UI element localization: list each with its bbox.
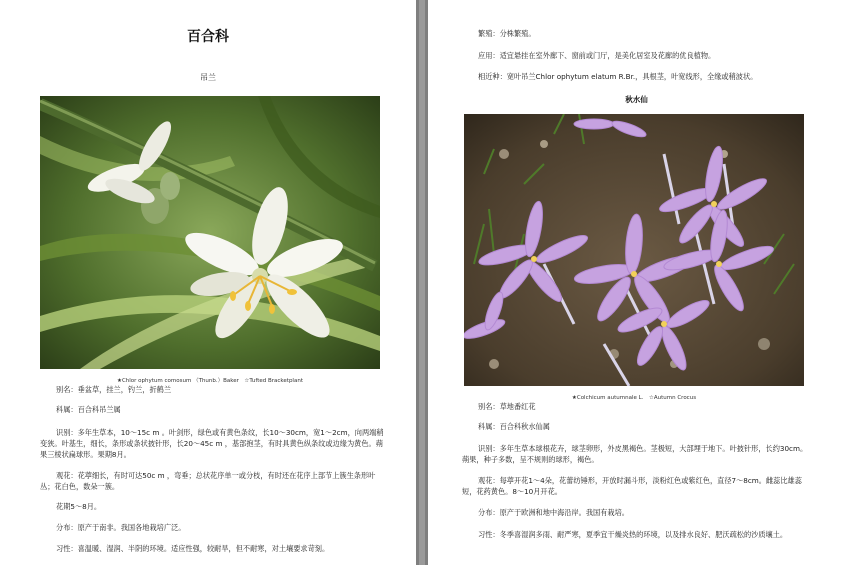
document-page-right xyxy=(428,0,845,565)
para-habit: 习性：喜温暖、湿润、半阴的环境。适应性强，较耐旱，但不耐寒，对土壤要求苛刻。 xyxy=(56,544,330,553)
section-title-colchicum: 秋水仙 xyxy=(625,95,648,104)
page-divider-scrollbar[interactable] xyxy=(419,0,425,565)
photo-caption-colchicum: ★Colchicum autumnale L. ☆Autumn Crocus xyxy=(571,395,697,401)
para-distribution: 分布：原产于南非。我国各地栽培广泛。 xyxy=(56,523,186,532)
para-propagation: 繁殖：分株繁殖。 xyxy=(478,29,536,38)
para-flowering: 观花：每葶开花1～4朵，花蕾纺锤形，开放时漏斗形，淡粉红色或紫红色，直径7～8cm。雌蕊比雄蕊短，花药黄色。8～10月开花。 xyxy=(462,476,802,496)
para-related-species: 相近种：宽叶吊兰Chlor ophytum elatum R.Br.，具根茎，叶宽线形，全缘或稍波状。 xyxy=(478,72,758,81)
para-flower-period: 花期5～8月。 xyxy=(56,502,102,511)
para-alias: 别名：草地番红花 xyxy=(478,402,536,411)
para-identify: 识别：多年生草本，10～15c m 。叶剑形，绿色或有黄色条纹，长10～30cm，宽1～2cm，向两端稍变狭。叶基生，细长，条形或条状披针形，长20～45c m ，基部抱茎，有时具黄色纵条纹或边缘为黄色。蒴果三棱状扁球形。果期8月。 xyxy=(40,428,384,459)
page-title: 百合科 xyxy=(187,29,229,45)
para-application: 应用：适宜悬挂在室外廊下、窗前或门厅，是美化居室及花廊的优良植物。 xyxy=(478,51,716,60)
para-distribution: 分布：原产于欧洲和地中海沿岸。我国有栽培。 xyxy=(478,508,629,517)
para-alias: 别名：垂盆草，挂兰，钓兰，折鹤兰 xyxy=(56,385,172,394)
para-habit: 习性：冬季喜湿润多雨、耐严寒，夏季宜干燥炎热的环境，以及排水良好、肥沃疏松的沙质壤土。 xyxy=(478,530,788,539)
photo-caption-chlorophytum: ★Chlor ophytum comosum （Thunb.）Baker ☆Tufted Bracketplant xyxy=(117,378,303,384)
para-family: 科属：百合科吊兰属 xyxy=(56,405,121,414)
document-page-left xyxy=(0,0,416,565)
photo-chlorophytum xyxy=(40,96,380,369)
autumn-crocus-image xyxy=(464,114,804,386)
section-title-chlorophytum: 吊兰 xyxy=(200,73,216,82)
photo-colchicum xyxy=(464,114,804,386)
para-family: 科属：百合科秋水仙属 xyxy=(478,422,550,431)
para-identify: 识别：多年生草本球根花卉，球茎卵形，外皮黑褐色。茎极短，大部埋于地下。叶披针形，长约30cm。蒴果，种子多数，呈不规则的球形，褐色。 xyxy=(462,444,808,464)
spider-plant-flower-image xyxy=(40,96,380,369)
para-flowering: 观花：花葶细长，有时可达50c m ，弯垂；总状花序单一或分枝，有时还在花序上部节上簇生条形叶丛；花白色，数朵一簇。 xyxy=(40,471,376,491)
